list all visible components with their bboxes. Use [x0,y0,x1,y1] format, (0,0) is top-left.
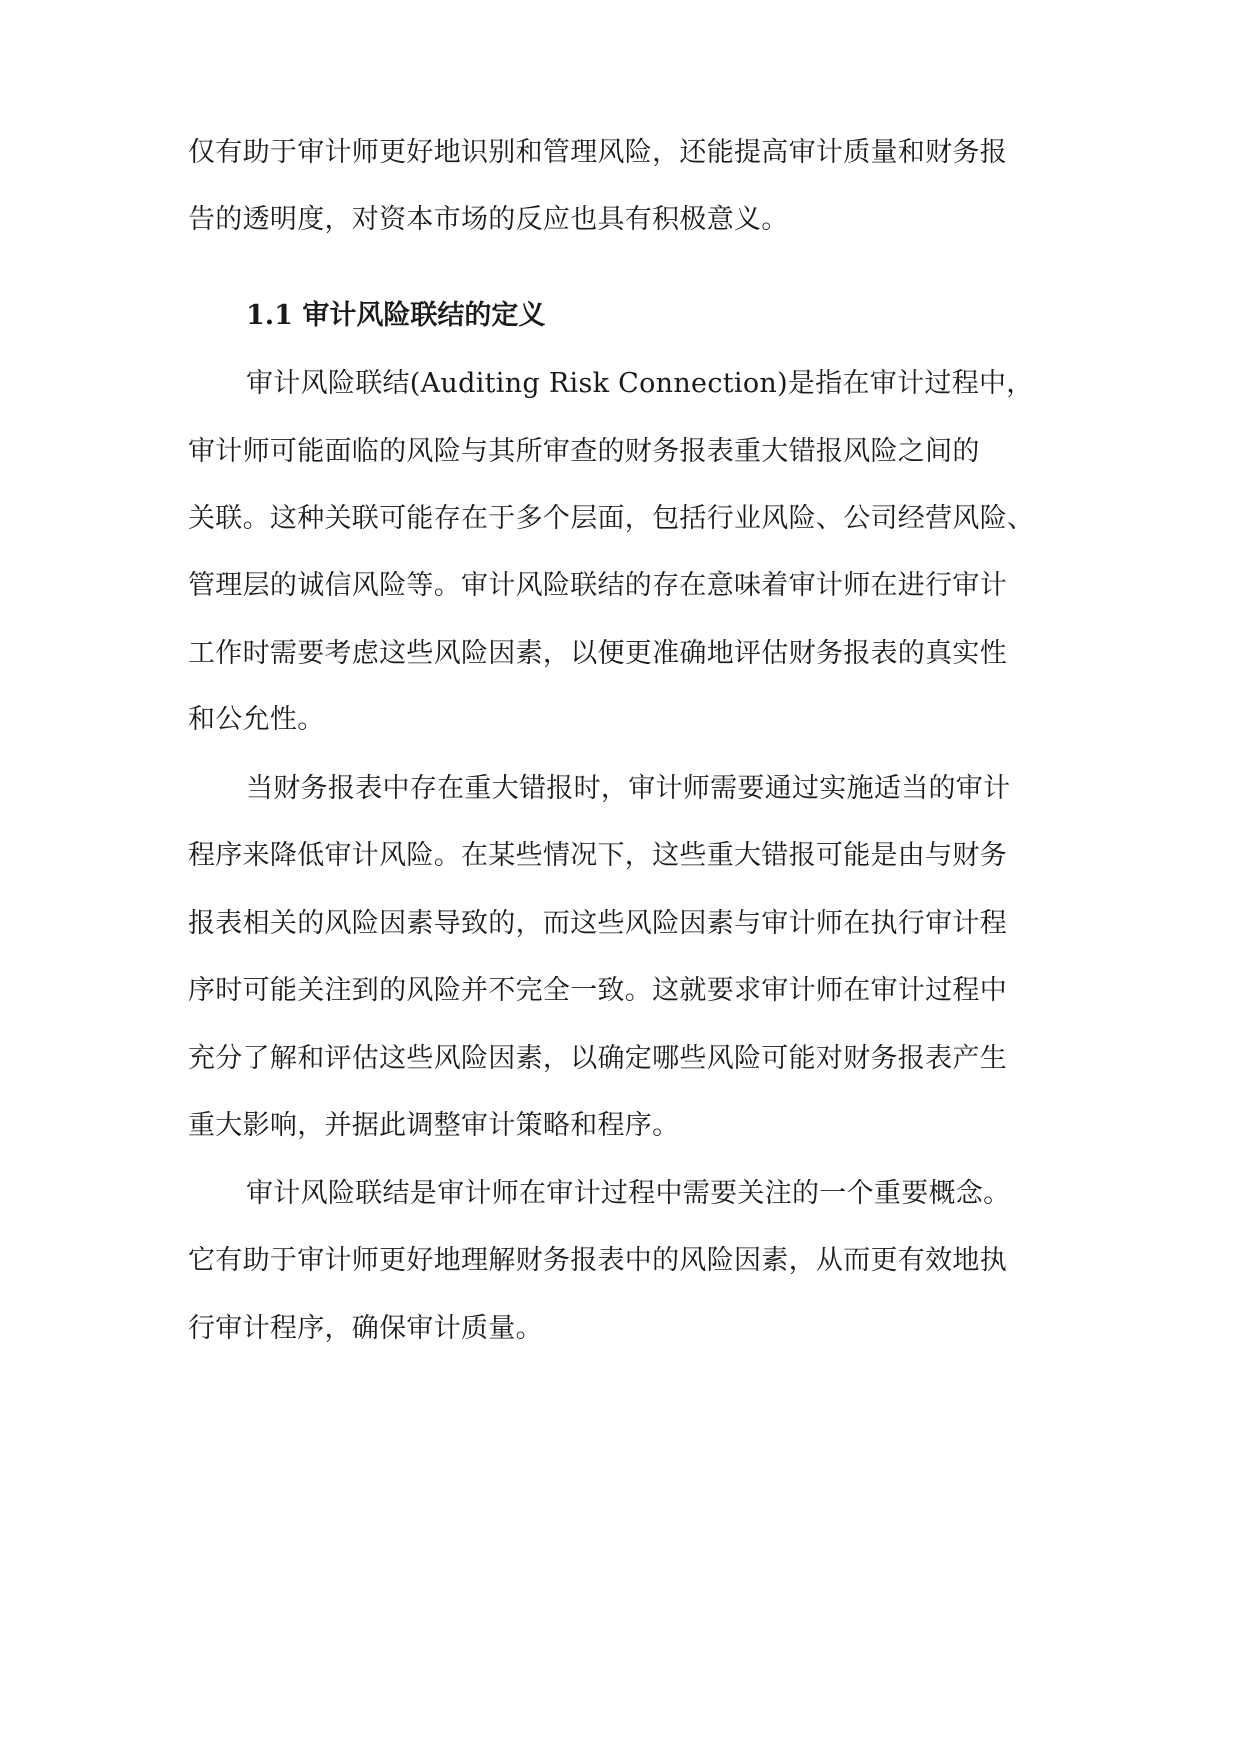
section-heading: 1.1 审计风险联结的定义 [246,300,546,331]
text-line: 告的透明度，对资本市场的反应也具有积极意义。 [188,204,789,235]
text-line: 重大影响，并据此调整审计策略和程序。 [188,1110,680,1141]
text-line: 行审计程序，确保审计质量。 [188,1313,543,1344]
text-line: 工作时需要考虑这些风险因素，以便更准确地评估财务报表的真实性 [188,638,1007,669]
text-line: 程序来降低审计风险。在某些情况下，这些重大错报可能是由与财务 [188,840,1007,871]
text-line: 和公允性。 [188,704,325,735]
text-line: 它有助于审计师更好地理解财务报表中的风险因素，从而更有效地执 [188,1245,1007,1276]
text-line: 仅有助于审计师更好地识别和管理风险，还能提高审计质量和财务报 [188,137,1007,168]
text-line: 管理层的诚信风险等。审计风险联结的存在意味着审计师在进行审计 [188,570,1007,601]
text-line: 关联。这种关联可能存在于多个层面，包括行业风险、公司经营风险、 [188,503,1035,534]
text-line: 审计风险联结(Auditing Risk Connection)是指在审计过程中， [246,368,1034,399]
text-line: 审计风险联结是审计师在审计过程中需要关注的一个重要概念。 [246,1178,1011,1209]
text-line: 充分了解和评估这些风险因素，以确定哪些风险可能对财务报表产生 [188,1043,1007,1074]
text-line: 序时可能关注到的风险并不完全一致。这就要求审计师在审计过程中 [188,975,1007,1006]
text-line: 审计师可能面临的风险与其所审查的财务报表重大错报风险之间的 [188,436,980,467]
text-line: 报表相关的风险因素导致的，而这些风险因素与审计师在执行审计程 [188,908,1007,939]
text-line: 当财务报表中存在重大错报时，审计师需要通过实施适当的审计 [246,773,1011,804]
